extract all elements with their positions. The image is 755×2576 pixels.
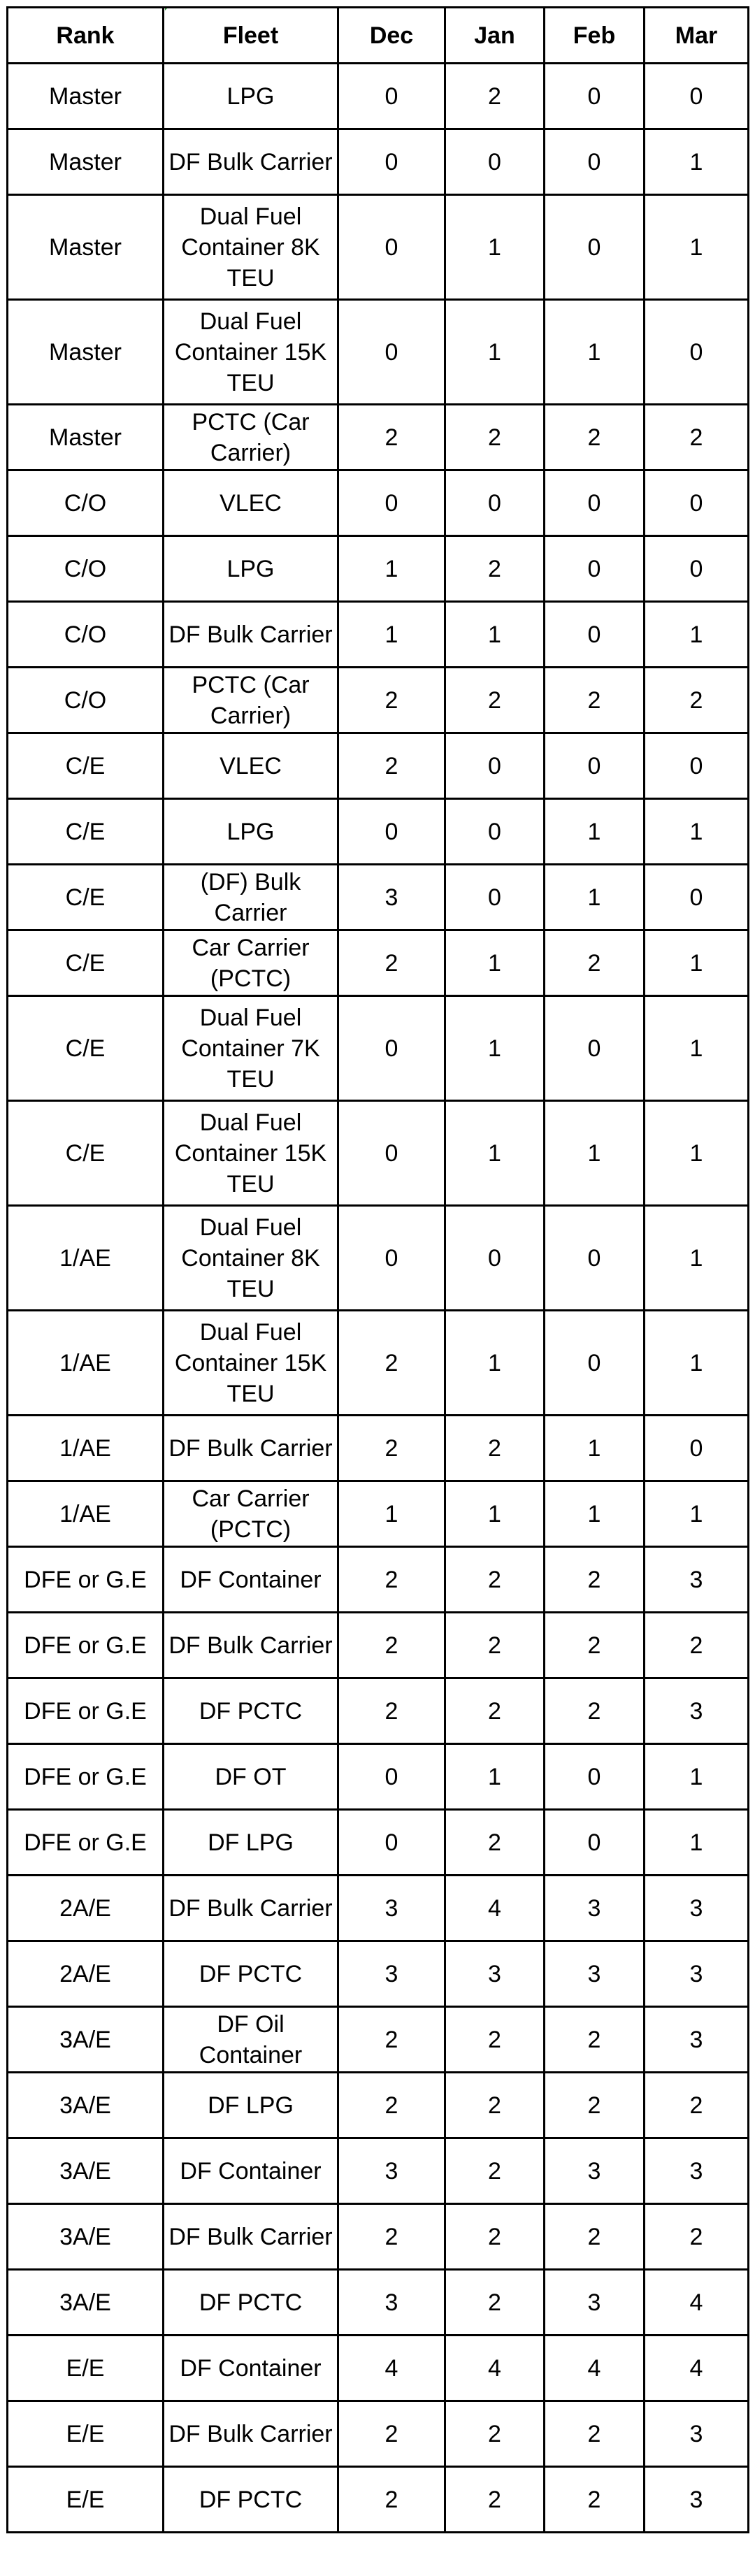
feb-count-cell: 1 <box>545 799 645 865</box>
mar-count-cell: 1 <box>645 1481 749 1547</box>
rank-cell: 1/AE <box>8 1311 164 1416</box>
feb-count-cell: 0 <box>545 536 645 602</box>
mar-count-cell: 1 <box>645 799 749 865</box>
dec-count-cell: 2 <box>338 1678 445 1744</box>
table-row <box>8 470 749 536</box>
fleet-cell: DF PCTC <box>164 2270 338 2336</box>
jan-count-cell: 1 <box>445 1481 545 1547</box>
dec-count-cell: 2 <box>338 733 445 799</box>
table-row <box>8 2138 749 2204</box>
dec-count-cell: 2 <box>338 2007 445 2073</box>
dec-count-cell: 2 <box>338 930 445 996</box>
table-row <box>8 865 749 930</box>
jan-count-cell: 1 <box>445 602 545 668</box>
fleet-cell: DF OT <box>164 1744 338 1810</box>
feb-count-cell: 1 <box>545 1481 645 1547</box>
dec-count-cell: 0 <box>338 1744 445 1810</box>
fleet-cell: Dual Fuel Container 15K TEU <box>164 300 338 405</box>
feb-count-cell: 2 <box>545 1547 645 1613</box>
feb-count-cell: 0 <box>545 195 645 300</box>
feb-count-cell: 2 <box>545 668 645 733</box>
dec-count-cell: 1 <box>338 602 445 668</box>
rank-cell: C/E <box>8 996 164 1101</box>
feb-count-cell: 0 <box>545 996 645 1101</box>
table-row <box>8 129 749 195</box>
mar-count-cell: 2 <box>645 2073 749 2138</box>
mar-count-cell: 2 <box>645 2204 749 2270</box>
jan-count-cell: 2 <box>445 2270 545 2336</box>
jan-count-cell: 2 <box>445 64 545 129</box>
fleet-vacancy-table <box>6 6 749 2533</box>
table-row <box>8 2007 749 2073</box>
dec-count-cell: 0 <box>338 1810 445 1876</box>
dec-count-cell: 2 <box>338 2073 445 2138</box>
jan-count-cell: 0 <box>445 1206 545 1311</box>
dec-count-cell: 0 <box>338 300 445 405</box>
dec-count-cell: 2 <box>338 1416 445 1481</box>
feb-count-cell: 0 <box>545 1311 645 1416</box>
mar-count-cell: 0 <box>645 1416 749 1481</box>
feb-count-cell: 2 <box>545 2467 645 2533</box>
dec-count-cell: 0 <box>338 799 445 865</box>
rank-cell: C/O <box>8 536 164 602</box>
fleet-cell: DF PCTC <box>164 1941 338 2007</box>
mar-count-cell: 1 <box>645 996 749 1101</box>
jan-count-cell: 0 <box>445 799 545 865</box>
fleet-cell: VLEC <box>164 733 338 799</box>
fleet-cell: DF LPG <box>164 1810 338 1876</box>
table-row <box>8 2401 749 2467</box>
table-row <box>8 668 749 733</box>
mar-count-cell: 3 <box>645 2401 749 2467</box>
feb-count-cell: 1 <box>545 865 645 930</box>
feb-count-cell: 3 <box>545 1941 645 2007</box>
table-row <box>8 2336 749 2401</box>
feb-count-cell: 0 <box>545 602 645 668</box>
dec-count-cell: 2 <box>338 2204 445 2270</box>
dec-count-cell: 0 <box>338 129 445 195</box>
rank-cell: 3A/E <box>8 2270 164 2336</box>
feb-count-cell: 2 <box>545 2204 645 2270</box>
feb-count-cell: 2 <box>545 2007 645 2073</box>
jan-count-cell: 4 <box>445 2336 545 2401</box>
table-row <box>8 1941 749 2007</box>
fleet-cell: VLEC <box>164 470 338 536</box>
feb-count-cell: 3 <box>545 2138 645 2204</box>
table-row <box>8 2467 749 2533</box>
jan-count-cell: 2 <box>445 2007 545 2073</box>
fleet-cell: DF Bulk Carrier <box>164 602 338 668</box>
table-row <box>8 1810 749 1876</box>
mar-count-cell: 0 <box>645 64 749 129</box>
dec-count-cell: 2 <box>338 668 445 733</box>
rank-cell: DFE or G.E <box>8 1547 164 1613</box>
table-row <box>8 2270 749 2336</box>
fleet-cell: Dual Fuel Container 8K TEU <box>164 1206 338 1311</box>
dec-count-cell: 0 <box>338 195 445 300</box>
mar-count-cell: 1 <box>645 1311 749 1416</box>
fleet-cell: DF Bulk Carrier <box>164 1613 338 1678</box>
fleet-cell: Dual Fuel Container 7K TEU <box>164 996 338 1101</box>
rank-cell: 2A/E <box>8 1941 164 2007</box>
fleet-cell: DF Container <box>164 2138 338 2204</box>
table-row <box>8 1206 749 1311</box>
jan-count-cell: 2 <box>445 1810 545 1876</box>
fleet-cell: DF Bulk Carrier <box>164 1416 338 1481</box>
jan-count-cell: 2 <box>445 1678 545 1744</box>
rank-cell: DFE or G.E <box>8 1678 164 1744</box>
mar-count-cell: 0 <box>645 733 749 799</box>
mar-count-cell: 3 <box>645 1678 749 1744</box>
table-row <box>8 1613 749 1678</box>
mar-count-cell: 1 <box>645 195 749 300</box>
table-body <box>8 64 749 2533</box>
rank-cell: C/E <box>8 733 164 799</box>
jan-count-cell: 1 <box>445 1744 545 1810</box>
table-row <box>8 2073 749 2138</box>
rank-cell: 1/AE <box>8 1206 164 1311</box>
rank-cell: Master <box>8 64 164 129</box>
table-row <box>8 195 749 300</box>
feb-count-cell: 2 <box>545 2073 645 2138</box>
header-dec: Dec <box>338 8 445 64</box>
mar-count-cell: 1 <box>645 930 749 996</box>
feb-count-cell: 2 <box>545 405 645 470</box>
feb-count-cell: 2 <box>545 930 645 996</box>
fleet-cell: DF Bulk Carrier <box>164 129 338 195</box>
rank-cell: 1/AE <box>8 1481 164 1547</box>
header-mar: Mar <box>645 8 749 64</box>
feb-count-cell: 1 <box>545 1101 645 1206</box>
table-row <box>8 2204 749 2270</box>
fleet-cell: DF Bulk Carrier <box>164 2204 338 2270</box>
dec-count-cell: 2 <box>338 1311 445 1416</box>
table-row <box>8 1678 749 1744</box>
dec-count-cell: 3 <box>338 865 445 930</box>
jan-count-cell: 1 <box>445 300 545 405</box>
rank-cell: Master <box>8 300 164 405</box>
header-jan: Jan <box>445 8 545 64</box>
jan-count-cell: 2 <box>445 1613 545 1678</box>
fleet-cell: DF PCTC <box>164 1678 338 1744</box>
feb-count-cell: 0 <box>545 733 645 799</box>
fleet-cell: LPG <box>164 799 338 865</box>
rank-cell: E/E <box>8 2401 164 2467</box>
mar-count-cell: 1 <box>645 1101 749 1206</box>
table-row <box>8 930 749 996</box>
mar-count-cell: 3 <box>645 2138 749 2204</box>
feb-count-cell: 3 <box>545 2270 645 2336</box>
rank-cell: Master <box>8 405 164 470</box>
table-row <box>8 799 749 865</box>
table-row <box>8 1744 749 1810</box>
feb-count-cell: 1 <box>545 1416 645 1481</box>
jan-count-cell: 0 <box>445 470 545 536</box>
mar-count-cell: 1 <box>645 129 749 195</box>
rank-cell: C/E <box>8 1101 164 1206</box>
feb-count-cell: 0 <box>545 1810 645 1876</box>
table-row <box>8 602 749 668</box>
fleet-cell: Car Carrier (PCTC) <box>164 930 338 996</box>
jan-count-cell: 1 <box>445 1101 545 1206</box>
rank-cell: E/E <box>8 2467 164 2533</box>
table-row <box>8 1311 749 1416</box>
fleet-cell: Dual Fuel Container 15K TEU <box>164 1311 338 1416</box>
fleet-cell: PCTC (Car Carrier) <box>164 405 338 470</box>
rank-cell: 1/AE <box>8 1416 164 1481</box>
dec-count-cell: 2 <box>338 1547 445 1613</box>
header-fleet: Fleet <box>164 8 338 64</box>
mar-count-cell: 3 <box>645 1941 749 2007</box>
feb-count-cell: 4 <box>545 2336 645 2401</box>
rank-cell: C/O <box>8 602 164 668</box>
dec-count-cell: 3 <box>338 2270 445 2336</box>
table-row <box>8 1101 749 1206</box>
rank-cell: C/O <box>8 668 164 733</box>
mar-count-cell: 1 <box>645 1744 749 1810</box>
dec-count-cell: 2 <box>338 2467 445 2533</box>
rank-cell: DFE or G.E <box>8 1810 164 1876</box>
dec-count-cell: 0 <box>338 470 445 536</box>
dec-count-cell: 3 <box>338 1941 445 2007</box>
fleet-cell: LPG <box>164 64 338 129</box>
rank-cell: C/E <box>8 865 164 930</box>
rank-cell: 3A/E <box>8 2073 164 2138</box>
fleet-cell: LPG <box>164 536 338 602</box>
fleet-cell: DF PCTC <box>164 2467 338 2533</box>
fleet-cell: DF Bulk Carrier <box>164 1876 338 1941</box>
jan-count-cell: 1 <box>445 1311 545 1416</box>
fleet-cell: PCTC (Car Carrier) <box>164 668 338 733</box>
header-feb: Feb <box>545 8 645 64</box>
dec-count-cell: 4 <box>338 2336 445 2401</box>
jan-count-cell: 2 <box>445 2401 545 2467</box>
jan-count-cell: 1 <box>445 195 545 300</box>
table-row <box>8 300 749 405</box>
jan-count-cell: 1 <box>445 996 545 1101</box>
table-row <box>8 996 749 1101</box>
dec-count-cell: 0 <box>338 996 445 1101</box>
dec-count-cell: 0 <box>338 1101 445 1206</box>
rank-cell: Master <box>8 129 164 195</box>
table-row <box>8 64 749 129</box>
mar-count-cell: 0 <box>645 470 749 536</box>
jan-count-cell: 0 <box>445 733 545 799</box>
table-row <box>8 536 749 602</box>
mar-count-cell: 2 <box>645 668 749 733</box>
mar-count-cell: 3 <box>645 1876 749 1941</box>
feb-count-cell: 2 <box>545 1613 645 1678</box>
jan-count-cell: 2 <box>445 2467 545 2533</box>
fleet-cell: Car Carrier (PCTC) <box>164 1481 338 1547</box>
fleet-cell: DF LPG <box>164 2073 338 2138</box>
jan-count-cell: 2 <box>445 2204 545 2270</box>
fleet-cell: Dual Fuel Container 15K TEU <box>164 1101 338 1206</box>
dec-count-cell: 3 <box>338 1876 445 1941</box>
jan-count-cell: 2 <box>445 405 545 470</box>
mar-count-cell: 0 <box>645 300 749 405</box>
fleet-cell: Dual Fuel Container 8K TEU <box>164 195 338 300</box>
mar-count-cell: 3 <box>645 2467 749 2533</box>
mar-count-cell: 0 <box>645 536 749 602</box>
rank-cell: C/O <box>8 470 164 536</box>
feb-count-cell: 2 <box>545 2401 645 2467</box>
rank-cell: 3A/E <box>8 2204 164 2270</box>
mar-count-cell: 1 <box>645 602 749 668</box>
table-row <box>8 733 749 799</box>
mar-count-cell: 1 <box>645 1206 749 1311</box>
rank-cell: C/E <box>8 799 164 865</box>
dec-count-cell: 2 <box>338 405 445 470</box>
fleet-cell: DF Container <box>164 1547 338 1613</box>
fleet-cell: DF Container <box>164 2336 338 2401</box>
fleet-cell: DF Bulk Carrier <box>164 2401 338 2467</box>
feb-count-cell: 0 <box>545 1206 645 1311</box>
table-row <box>8 405 749 470</box>
jan-count-cell: 1 <box>445 930 545 996</box>
jan-count-cell: 2 <box>445 1547 545 1613</box>
rank-cell: 2A/E <box>8 1876 164 1941</box>
dec-count-cell: 0 <box>338 1206 445 1311</box>
jan-count-cell: 2 <box>445 668 545 733</box>
table-row <box>8 1547 749 1613</box>
jan-count-cell: 0 <box>445 129 545 195</box>
jan-count-cell: 4 <box>445 1876 545 1941</box>
feb-count-cell: 0 <box>545 1744 645 1810</box>
mar-count-cell: 0 <box>645 865 749 930</box>
header-rank: Rank <box>8 8 164 64</box>
jan-count-cell: 0 <box>445 865 545 930</box>
feb-count-cell: 3 <box>545 1876 645 1941</box>
rank-cell: DFE or G.E <box>8 1613 164 1678</box>
jan-count-cell: 2 <box>445 2138 545 2204</box>
jan-count-cell: 2 <box>445 1416 545 1481</box>
header-row <box>8 8 749 64</box>
mar-count-cell: 3 <box>645 2007 749 2073</box>
mar-count-cell: 3 <box>645 1547 749 1613</box>
mar-count-cell: 2 <box>645 1613 749 1678</box>
mar-count-cell: 2 <box>645 405 749 470</box>
jan-count-cell: 3 <box>445 1941 545 2007</box>
feb-count-cell: 0 <box>545 129 645 195</box>
mar-count-cell: 1 <box>645 1810 749 1876</box>
table-row <box>8 1481 749 1547</box>
feb-count-cell: 1 <box>545 300 645 405</box>
table-row <box>8 1876 749 1941</box>
rank-cell: 3A/E <box>8 2138 164 2204</box>
dec-count-cell: 0 <box>338 64 445 129</box>
rank-cell: C/E <box>8 930 164 996</box>
dec-count-cell: 1 <box>338 536 445 602</box>
feb-count-cell: 2 <box>545 1678 645 1744</box>
rank-cell: 3A/E <box>8 2007 164 2073</box>
fleet-cell: DF Oil Container <box>164 2007 338 2073</box>
feb-count-cell: 0 <box>545 64 645 129</box>
rank-cell: DFE or G.E <box>8 1744 164 1810</box>
dec-count-cell: 1 <box>338 1481 445 1547</box>
dec-count-cell: 2 <box>338 1613 445 1678</box>
dec-count-cell: 3 <box>338 2138 445 2204</box>
fleet-cell: (DF) Bulk Carrier <box>164 865 338 930</box>
rank-cell: E/E <box>8 2336 164 2401</box>
mar-count-cell: 4 <box>645 2270 749 2336</box>
rank-cell: Master <box>8 195 164 300</box>
dec-count-cell: 2 <box>338 2401 445 2467</box>
table-row <box>8 1416 749 1481</box>
jan-count-cell: 2 <box>445 2073 545 2138</box>
jan-count-cell: 2 <box>445 536 545 602</box>
feb-count-cell: 0 <box>545 470 645 536</box>
mar-count-cell: 4 <box>645 2336 749 2401</box>
